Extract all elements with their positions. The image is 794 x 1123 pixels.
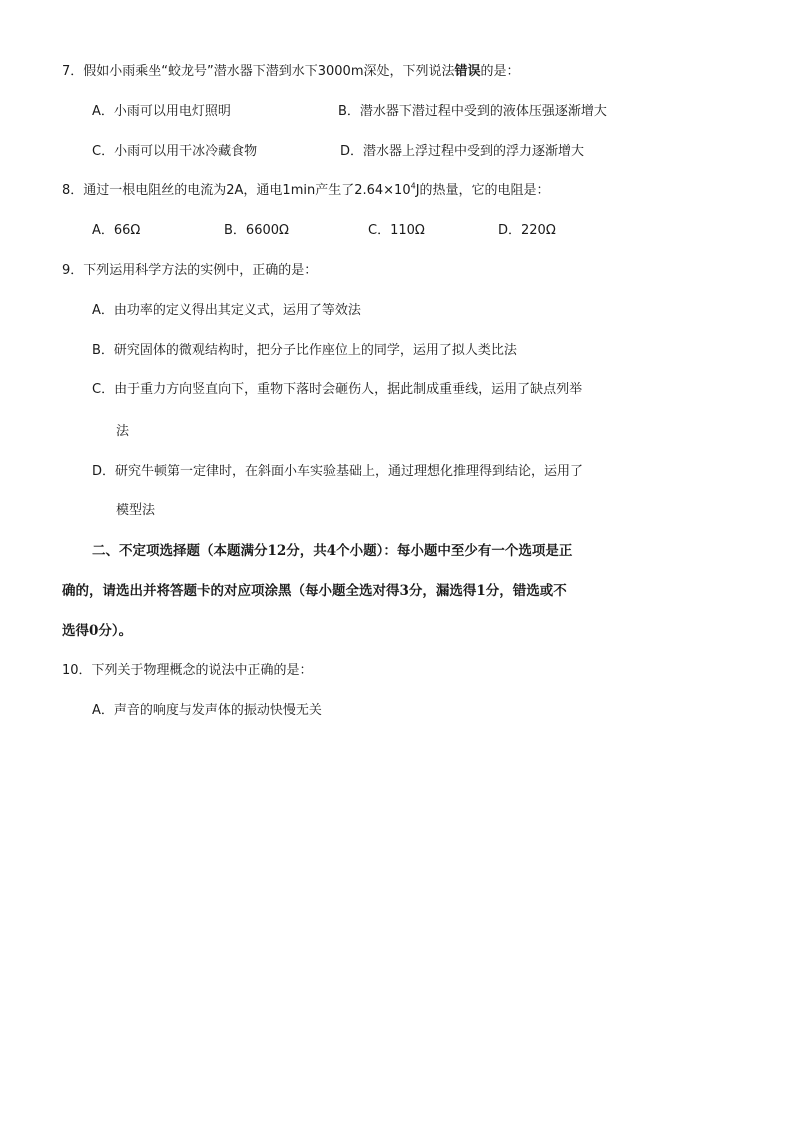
q9-option-c-line2: 法 [116,424,130,439]
q7-option-d: D．潜水器上浮过程中受到的浮力逐渐增大 [340,144,585,159]
q8-option-c: C．110Ω [368,223,425,238]
q9-option-c-line1: C．由于重力方向竖直向下，重物下落时会砸伤人，据此制成重垂线，运用了缺点列举 [92,382,583,397]
q9-option-d-line1: D．研究牛顿第一定律时，在斜面小车实验基础上，通过理想化推理得到结论，运用了 [92,464,584,479]
section2-instruction-line2: 确的，请选出并将答题卡的对应项涂黑（每小题全选对得3分，漏选得1分，错选或不 [62,583,567,599]
q9-option-d-line2: 模型法 [116,503,156,518]
q8-option-a: A．66Ω [92,223,141,238]
q9-stem: 9．下列运用科学方法的实例中，正确的是： [62,263,318,278]
q7-stem [62,63,520,81]
q9-option-a: A．由功率的定义得出其定义式，运用了等效法 [92,303,361,318]
q8-stem-pre: 8．通过一根电阻丝的电流为2A，通电1min产生了2.64×10 [62,183,411,198]
q10-stem: 10．下列关于物理概念的说法中正确的是： [62,663,313,678]
q7-option-a: A．小雨可以用电灯照明 [92,104,231,119]
q8-stem-post: J的热量，它的电阻是： [415,183,550,198]
q9-option-b: B．研究固体的微观结构时，把分子比作座位上的同学，运用了拟人类比法 [92,343,517,358]
q8-option-b: B．6600Ω [224,223,289,238]
q7-option-b: B．潜水器下潜过程中受到的液体压强逐渐增大 [338,104,607,119]
section2-instruction-line1: 二、不定项选择题（本题满分12分，共4个小题）：每小题中至少有一个选项是正 [92,543,573,559]
q7-stem-pre: 7．假如小雨乘坐“蛟龙号”潜水器下潜到水下3000m深处，下列说法 [62,64,455,79]
q7-option-c: C．小雨可以用干冰冷藏食物 [92,144,258,159]
q8-exponent: 4 [410,181,416,191]
section2-instruction-line3: 选得0分）。 [62,623,133,639]
q8-stem [62,182,550,200]
q7-stem-emphasis: 错误 [454,64,481,79]
q7-stem-post: 的是： [480,64,520,79]
q10-option-a: A．声音的响度与发声体的振动快慢无关 [92,703,322,718]
q8-option-d: D．220Ω [498,223,556,238]
